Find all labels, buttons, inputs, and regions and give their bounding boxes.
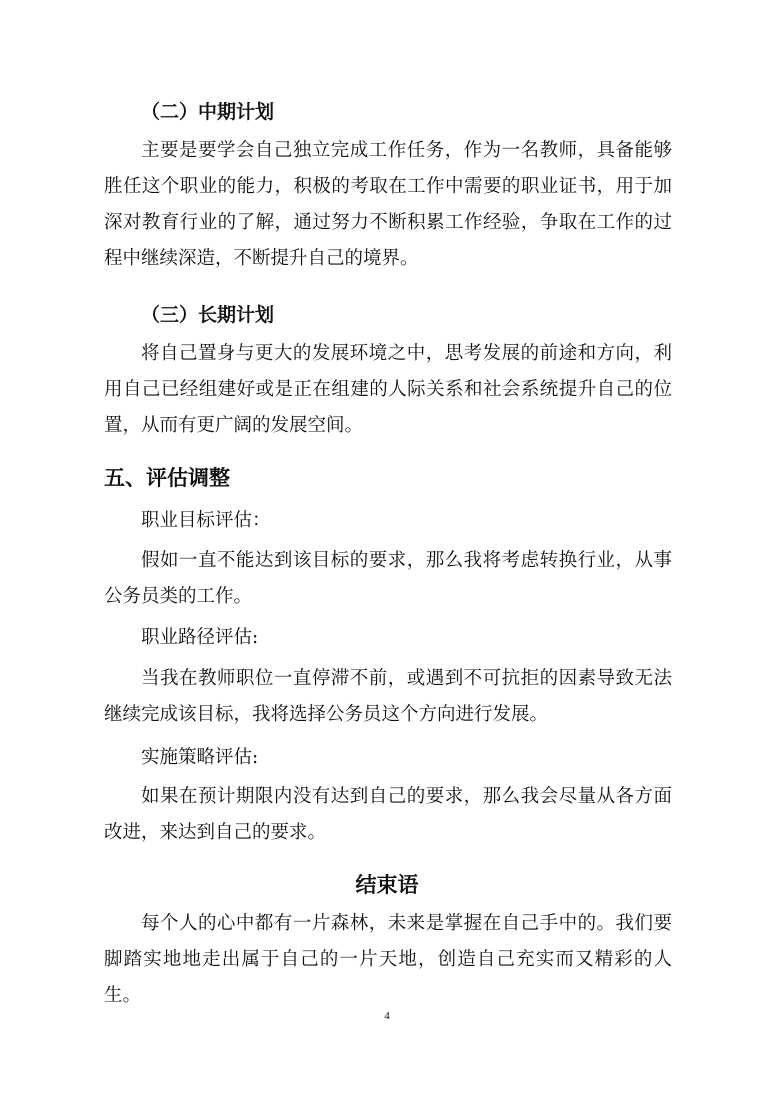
evaluation-heading: 五、评估调整 [104,465,230,490]
goal-eval-paragraph: 假如一直不能达到该目标的要求，那么我将考虑转换行业，从事公务员类的工作。 [104,550,672,607]
path-eval-paragraph: 当我在教师职位一直停滞不前，或遇到不可抗拒的因素导致无法继续完成该目标，我将选择公务员这个方向进行发展。 [104,668,672,725]
mid-plan-block [104,133,672,277]
conclusion-heading: 结束语 [355,872,419,897]
mid-plan-section [104,94,672,130]
conclusion-paragraph: 每个人的心中都有一片森林，未来是掌握在自己手中的。我们要脚踏实地地走出属于自己的一片天地，创造自己充实而又精彩的人生。 [104,913,672,1006]
strategy-eval-label: 实施策略评估: [141,747,259,768]
evaluation-section [104,460,672,496]
goal-eval-body-block [104,543,672,615]
long-plan-block [104,336,672,444]
path-eval-label: 职业路径评估: [141,627,259,648]
strategy-eval-paragraph: 如果在预计期限内没有达到自己的要求，那么我会尽量从各方面改进，来达到自己的要求。 [104,786,672,843]
conclusion-block [104,906,672,1014]
mid-plan-paragraph: 主要是要学会自己独立完成工作任务，作为一名教师，具备能够胜任这个职业的能力，积极的考取在工作中需要的职业证书，用于加深对教育行业的了解，通过努力不断积累工作经验，争取在工作的过程中继续深造，不断提升自己的境界。 [104,140,672,269]
strategy-eval-body-block [104,779,672,851]
strategy-eval-block [104,740,672,776]
path-eval-body-block [104,661,672,733]
mid-plan-heading: （二）中期计划 [141,101,275,123]
page-number: 4 [384,1010,390,1022]
long-plan-heading: （三）长期计划 [141,304,275,326]
path-eval-block [104,620,672,656]
goal-eval-label: 职业目标评估： [141,510,271,531]
goal-eval-block [104,503,672,539]
long-plan-section [104,297,672,333]
long-plan-paragraph: 将自己置身与更大的发展环境之中，思考发展的前途和方向，利用自己已经组建好或是正在组建的人际关系和社会系统提升自己的位置，从而有更广阔的发展空间。 [104,343,672,436]
